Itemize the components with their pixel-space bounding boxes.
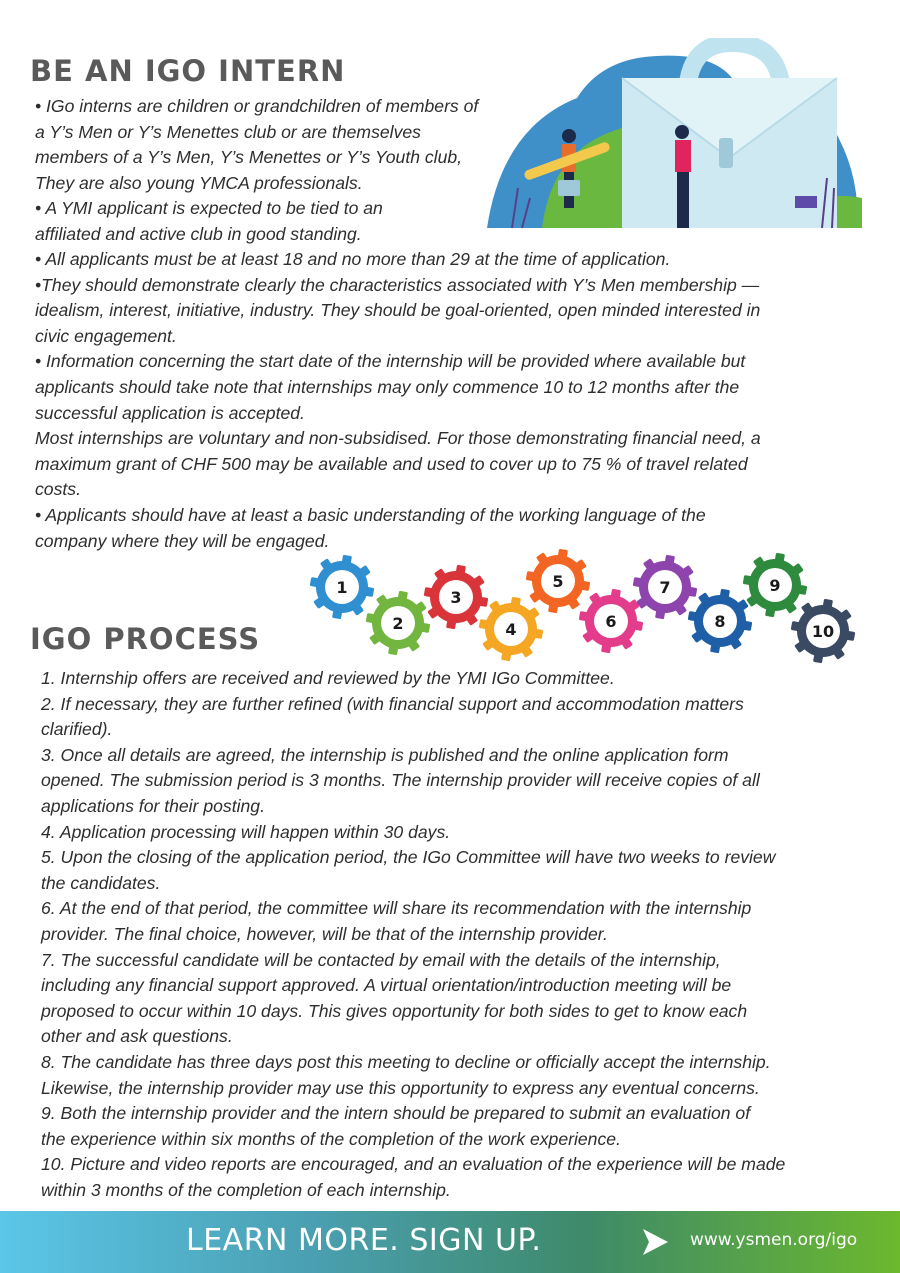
intern-text-line: company where they will be engaged. xyxy=(35,530,330,551)
process-section-title: IGO PROCESS xyxy=(30,622,261,656)
process-step-line: 1. Internship offers are received and reviewed by the YMI IGo Committee. xyxy=(41,668,615,688)
intern-text-line: • Applicants should have at least a basic understanding of the working language of the xyxy=(35,504,706,525)
gear-number: 4 xyxy=(505,620,517,639)
process-gear xyxy=(791,599,856,664)
intern-text-line: applicants should take note that internships may only commence 10 to 12 months after the xyxy=(35,376,740,397)
gear-number: 1 xyxy=(336,578,348,597)
intern-text-line: maximum grant of CHF 500 may be available and used to cover up to 75 % of travel related xyxy=(35,453,748,474)
intern-text-line: civic engagement. xyxy=(35,325,177,346)
intern-text-line: successful application is accepted. xyxy=(35,402,305,423)
intern-text-line: They are also young YMCA professionals. xyxy=(35,172,363,193)
process-step-line: 9. Both the internship provider and the intern should be prepared to submit an evaluation of xyxy=(41,1103,751,1124)
process-gear xyxy=(743,553,808,618)
gear-number: 3 xyxy=(450,588,462,607)
footer-cta-text: LEARN MORE. SIGN UP. xyxy=(186,1223,542,1258)
process-gear xyxy=(633,555,698,620)
gear-number: 10 xyxy=(811,622,835,641)
process-step-line: 3. Once all details are agreed, the internship is published and the online application form xyxy=(41,744,729,765)
process-step-line: the candidates. xyxy=(41,872,161,893)
process-gear xyxy=(310,555,375,620)
process-step-line: within 3 months of the completion of each internship. xyxy=(41,1179,451,1200)
intern-text-line: • IGo interns are children or grandchildren of members of xyxy=(35,96,479,116)
intern-text-line: affiliated and active club in good standing. xyxy=(35,223,362,244)
process-step-line: clarified). xyxy=(41,719,113,740)
intern-text-line: idealism, interest, initiative, industry. They should be goal-oriented, open minded interested in xyxy=(35,300,761,321)
intern-text-line: •They should demonstrate clearly the characteristics associated with Y’s Men membership — xyxy=(35,274,760,295)
process-step-line: provider. The final choice, however, will be that of the internship provider. xyxy=(41,923,608,944)
process-gears-graphic xyxy=(300,545,870,665)
process-step-line: including any financial support approved. A virtual orientation/introduction meeting will be xyxy=(41,975,732,996)
intern-text-line: a Y’s Men or Y’s Menettes club or are themselves xyxy=(35,121,421,142)
intern-text-line: • Information concerning the start date of the internship will be provided where available but xyxy=(35,351,746,372)
process-step-line: 10. Picture and video reports are encouraged, and an evaluation of the experience will be made xyxy=(41,1154,786,1175)
process-step-line: Likewise, the internship provider may use this opportunity to express any eventual concerns. xyxy=(41,1077,760,1098)
intern-text-line: members of a Y’s Men, Y’s Menettes or Y’s Youth club, xyxy=(35,147,463,168)
process-step-line: other and ask questions. xyxy=(41,1026,233,1047)
process-step-line: 7. The successful candidate will be contacted by email with the details of the internship, xyxy=(41,949,721,970)
intern-requirements-text xyxy=(35,247,870,554)
footer-banner xyxy=(0,1211,900,1273)
gear-number: 2 xyxy=(392,614,404,633)
briefcase-illustration xyxy=(482,38,862,238)
gear-number: 8 xyxy=(714,612,726,631)
process-step-line: proposed to occur within 10 days. This gives opportunity for both sides to get to know each xyxy=(41,1000,748,1021)
process-gear xyxy=(526,549,591,614)
play-arrow-icon xyxy=(640,1227,670,1257)
gear-number: 6 xyxy=(605,612,617,631)
intern-text-line: Most internships are voluntary and non-subsidised. For those demonstrating financial need, a xyxy=(35,428,761,449)
process-step-line: opened. The submission period is 3 months. The internship provider will receive copies of all xyxy=(41,770,760,791)
process-step-line: the experience within six months of the completion of the work experience. xyxy=(41,1128,621,1149)
process-gear xyxy=(424,565,489,630)
process-gear xyxy=(688,589,753,654)
process-gear xyxy=(579,589,644,654)
intern-intro-text xyxy=(35,94,535,248)
process-step-line: applications for their posting. xyxy=(41,795,265,816)
intern-text-line: • A YMI applicant is expected to be tied to an xyxy=(35,198,383,219)
gear-number: 9 xyxy=(769,576,781,595)
gear-number: 5 xyxy=(552,572,564,591)
process-step-line: 8. The candidate has three days post this meeting to decline or officially accept the internship. xyxy=(41,1051,771,1072)
gear-number: 7 xyxy=(659,578,671,597)
process-gear xyxy=(479,597,544,662)
intern-text-line: costs. xyxy=(35,479,81,500)
process-step-line: 2. If necessary, they are further refined (with financial support and accommodation matters xyxy=(41,693,744,714)
process-gear xyxy=(366,591,431,656)
intern-section-title: BE AN IGO INTERN xyxy=(30,54,346,88)
process-step-line: 5. Upon the closing of the application period, the IGo Committee will have two weeks to review xyxy=(41,847,776,868)
process-step-line: 6. At the end of that period, the committee will share its recommendation with the internship xyxy=(41,898,752,919)
intern-text-line: • All applicants must be at least 18 and no more than 29 at the time of application. xyxy=(35,249,671,269)
footer-url-link[interactable]: www.ysmen.org/igo xyxy=(690,1230,858,1250)
process-step-line: 4. Application processing will happen within 30 days. xyxy=(41,821,451,842)
process-steps-text xyxy=(41,666,871,1203)
